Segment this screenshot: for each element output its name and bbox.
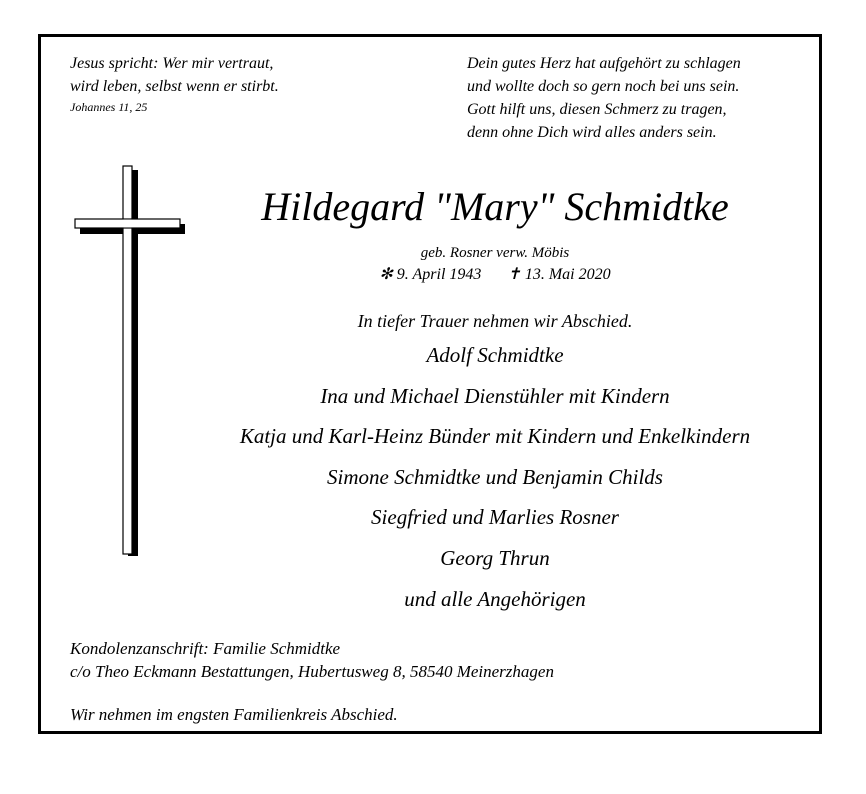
birth-date: 9. April 1943 <box>396 266 482 283</box>
poem-line: Gott hilft uns, diesen Schmerz zu tragen, <box>467 101 727 118</box>
condolence-address <box>70 637 554 683</box>
bible-quote <box>70 52 279 116</box>
poem-line: denn ohne Dich wird alles anders sein. <box>467 124 717 141</box>
mourner: Simone Schmidtke und Benjamin Childs <box>327 464 663 489</box>
poem-line: Dein gutes Herz hat aufgehört zu schlagen <box>467 55 741 72</box>
mourner: Siegfried und Marlies Rosner <box>371 505 619 529</box>
mourners-list <box>160 340 830 625</box>
dagger-death-icon: ✝ <box>507 266 521 283</box>
bible-quote-source: Johannes 11, 25 <box>70 100 148 114</box>
mourner: Adolf Schmidtke <box>426 343 564 367</box>
life-dates <box>160 264 830 286</box>
farewell-line: In tiefer Trauer nehmen wir Abschied. <box>357 311 633 331</box>
bible-quote-line: wird leben, selbst wenn er stirbt. <box>70 78 279 95</box>
mourner: Katja und Karl-Heinz Bünder mit Kindern und Enkelkindern <box>239 424 751 448</box>
poem <box>467 52 741 144</box>
condolence-line: c/o Theo Eckmann Bestattungen, Hubertusweg 8, 58540 Meinerzhagen <box>70 662 554 681</box>
mourner: Georg Thrun <box>440 545 550 570</box>
condolence-line: Kondolenzanschrift: Familie Schmidtke <box>70 639 341 658</box>
asterisk-birth-icon: ✻ <box>379 266 393 283</box>
birth-name: geb. Rosner verw. Möbis <box>420 245 570 261</box>
death-date: 13. Mai 2020 <box>524 266 611 283</box>
mourner: Ina und Michael Dienstühler mit Kindern <box>320 383 670 408</box>
poem-line: und wollte doch so gern noch bei uns sein. <box>467 78 740 95</box>
deceased-name: Hildegard "Mary" Schmidtke <box>261 184 729 229</box>
mourner: und alle Angehörigen <box>404 587 586 611</box>
closing-line: Wir nehmen im engsten Familienkreis Abschied. <box>70 705 398 724</box>
bible-quote-line: Jesus spricht: Wer mir vertraut, <box>70 55 274 72</box>
